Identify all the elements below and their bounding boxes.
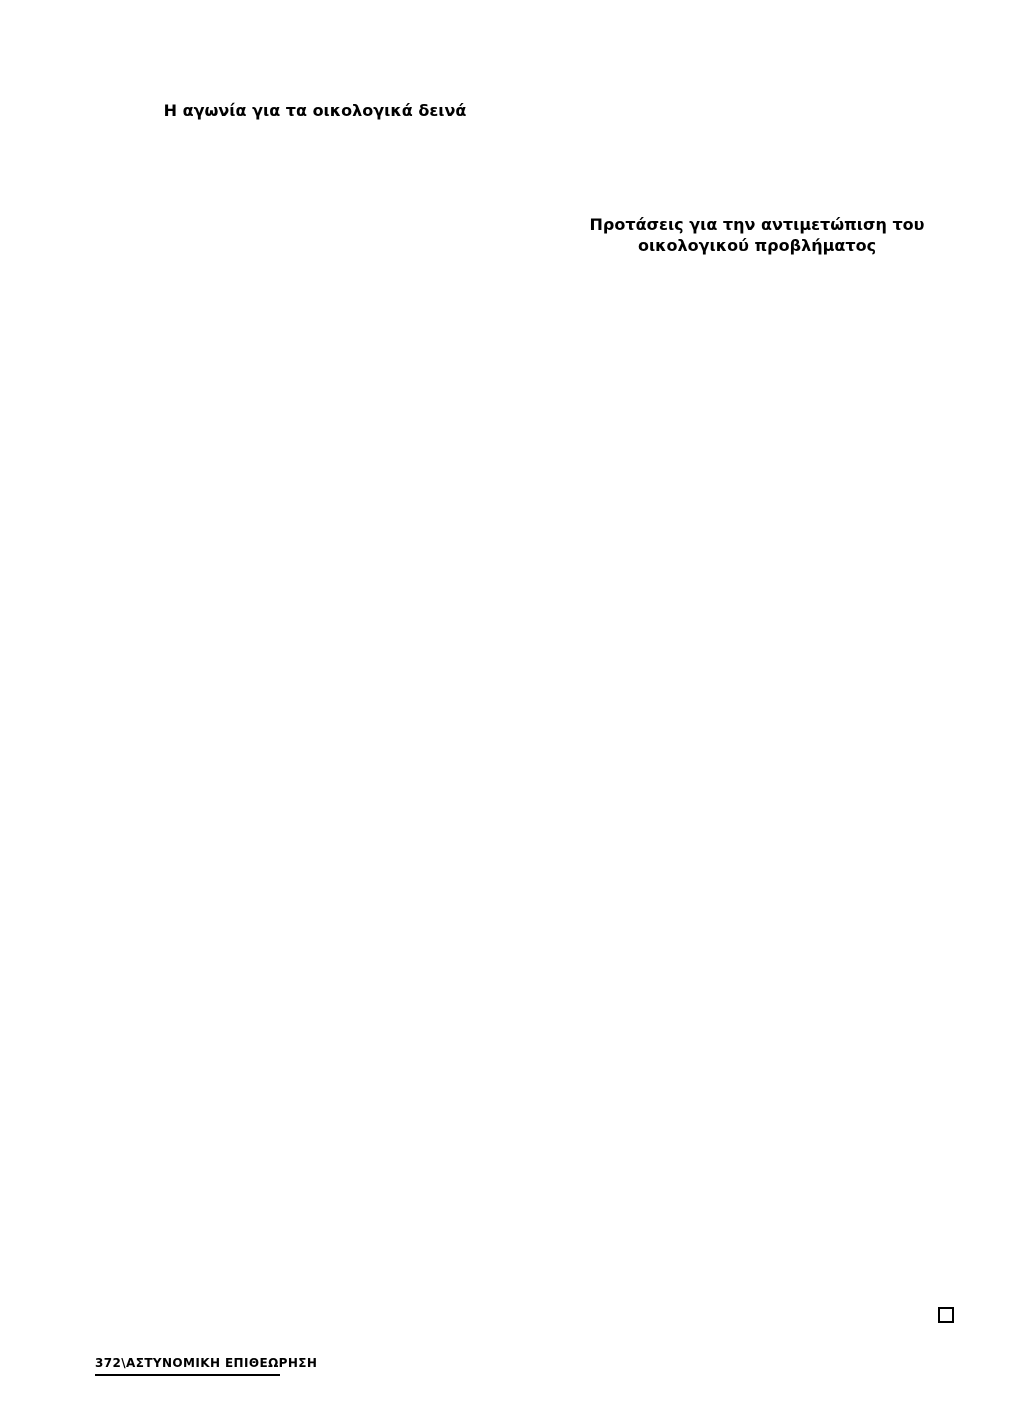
left-column (95, 100, 535, 131)
section-heading-left: Η αγωνία για τα οικολογικά δεινά (163, 101, 467, 120)
page-footer: 372\ΑΣΤΥΝΟΜΙΚΗ ΕΠΙΘΕΩΡΗΣΗ (95, 1356, 318, 1370)
right-column (537, 100, 977, 266)
section-heading-right: Προτάσεις για την αντιμετώπιση του οικολογικού προβλήματος (589, 215, 925, 255)
end-of-article-icon (938, 1307, 954, 1323)
footer-rule (95, 1374, 280, 1376)
